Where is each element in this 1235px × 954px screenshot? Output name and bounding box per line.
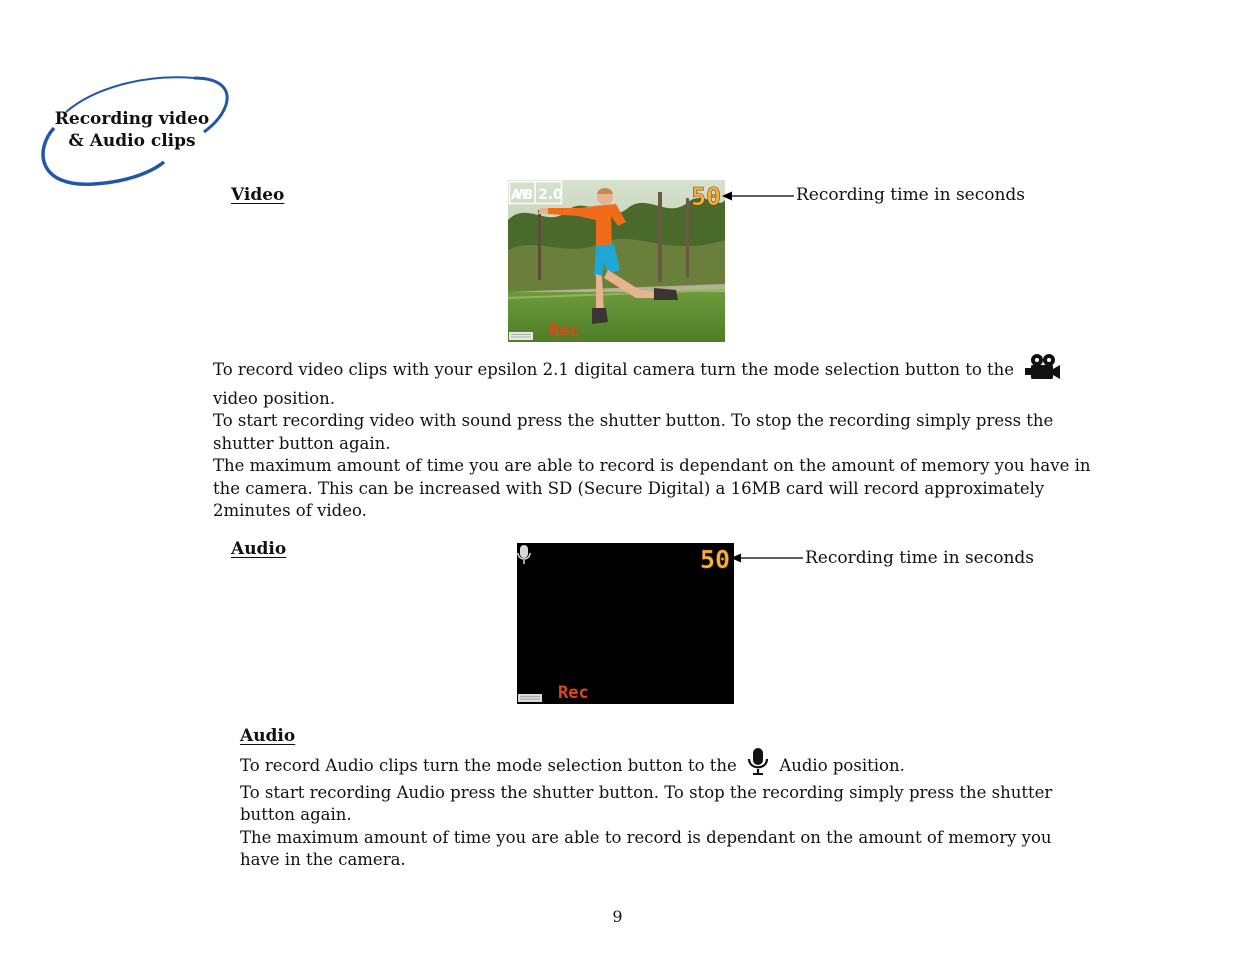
video-recording-counter: 50 [691,182,722,211]
audio-section-label: Audio [231,539,287,559]
audio-recording-counter: 50 [700,545,731,574]
video-callout-arrow [722,189,794,203]
audio-paragraph-3: The maximum amount of time you are able to record is dependant on the amount of memory you have in the camera. [240,827,1052,869]
section-title-line1: Recording video [54,109,210,129]
audio-paragraph-1: To record Audio clips turn the mode selection button to the Audio position. [240,747,1090,782]
video-camera-icon [1025,353,1061,388]
video-paragraph-1: To record video clips with your epsilon 2.1 digital camera turn the mode selection button to the video position. [213,353,1093,410]
audio-preview-screen [517,543,734,704]
video-section-label: Video [231,185,285,205]
awb-indicator: AWB [511,188,533,203]
video-rec-indicator: Rec [549,321,580,341]
section-heading-badge [34,70,234,192]
video-preview-screen [508,180,725,342]
video-instructions [213,353,1093,523]
audio-instructions [240,725,1090,872]
video-paragraph-4: 2minutes of video. [213,501,367,520]
audio-paragraph-2: To start recording Audio press the shutter button. To stop the recording simply press the shutter button again. [240,782,1053,824]
microphone-icon [746,747,770,782]
aperture-indicator: 2.0 [538,187,563,203]
section-title [34,108,230,152]
battery-icon [518,694,542,702]
audio-subheading: Audio [240,726,296,746]
audio-callout-arrow [731,551,803,565]
audio-rec-indicator: Rec [558,683,589,703]
video-paragraph-3: The maximum amount of time you are able to record is dependant on the amount of memory you have in the camera. This can be increased with SD (Secure Digital) a 16MB card will record approximately [213,456,1091,498]
video-callout-text: Recording time in seconds [796,185,1026,205]
section-title-line2: & Audio clips [68,131,196,151]
video-paragraph-2: To start recording video with sound press the shutter button. To stop the recording simply press the shutter button again. [213,411,1054,453]
battery-icon [509,332,533,340]
audio-callout-text: Recording time in seconds [805,548,1035,568]
page-number: 9 [612,907,623,926]
